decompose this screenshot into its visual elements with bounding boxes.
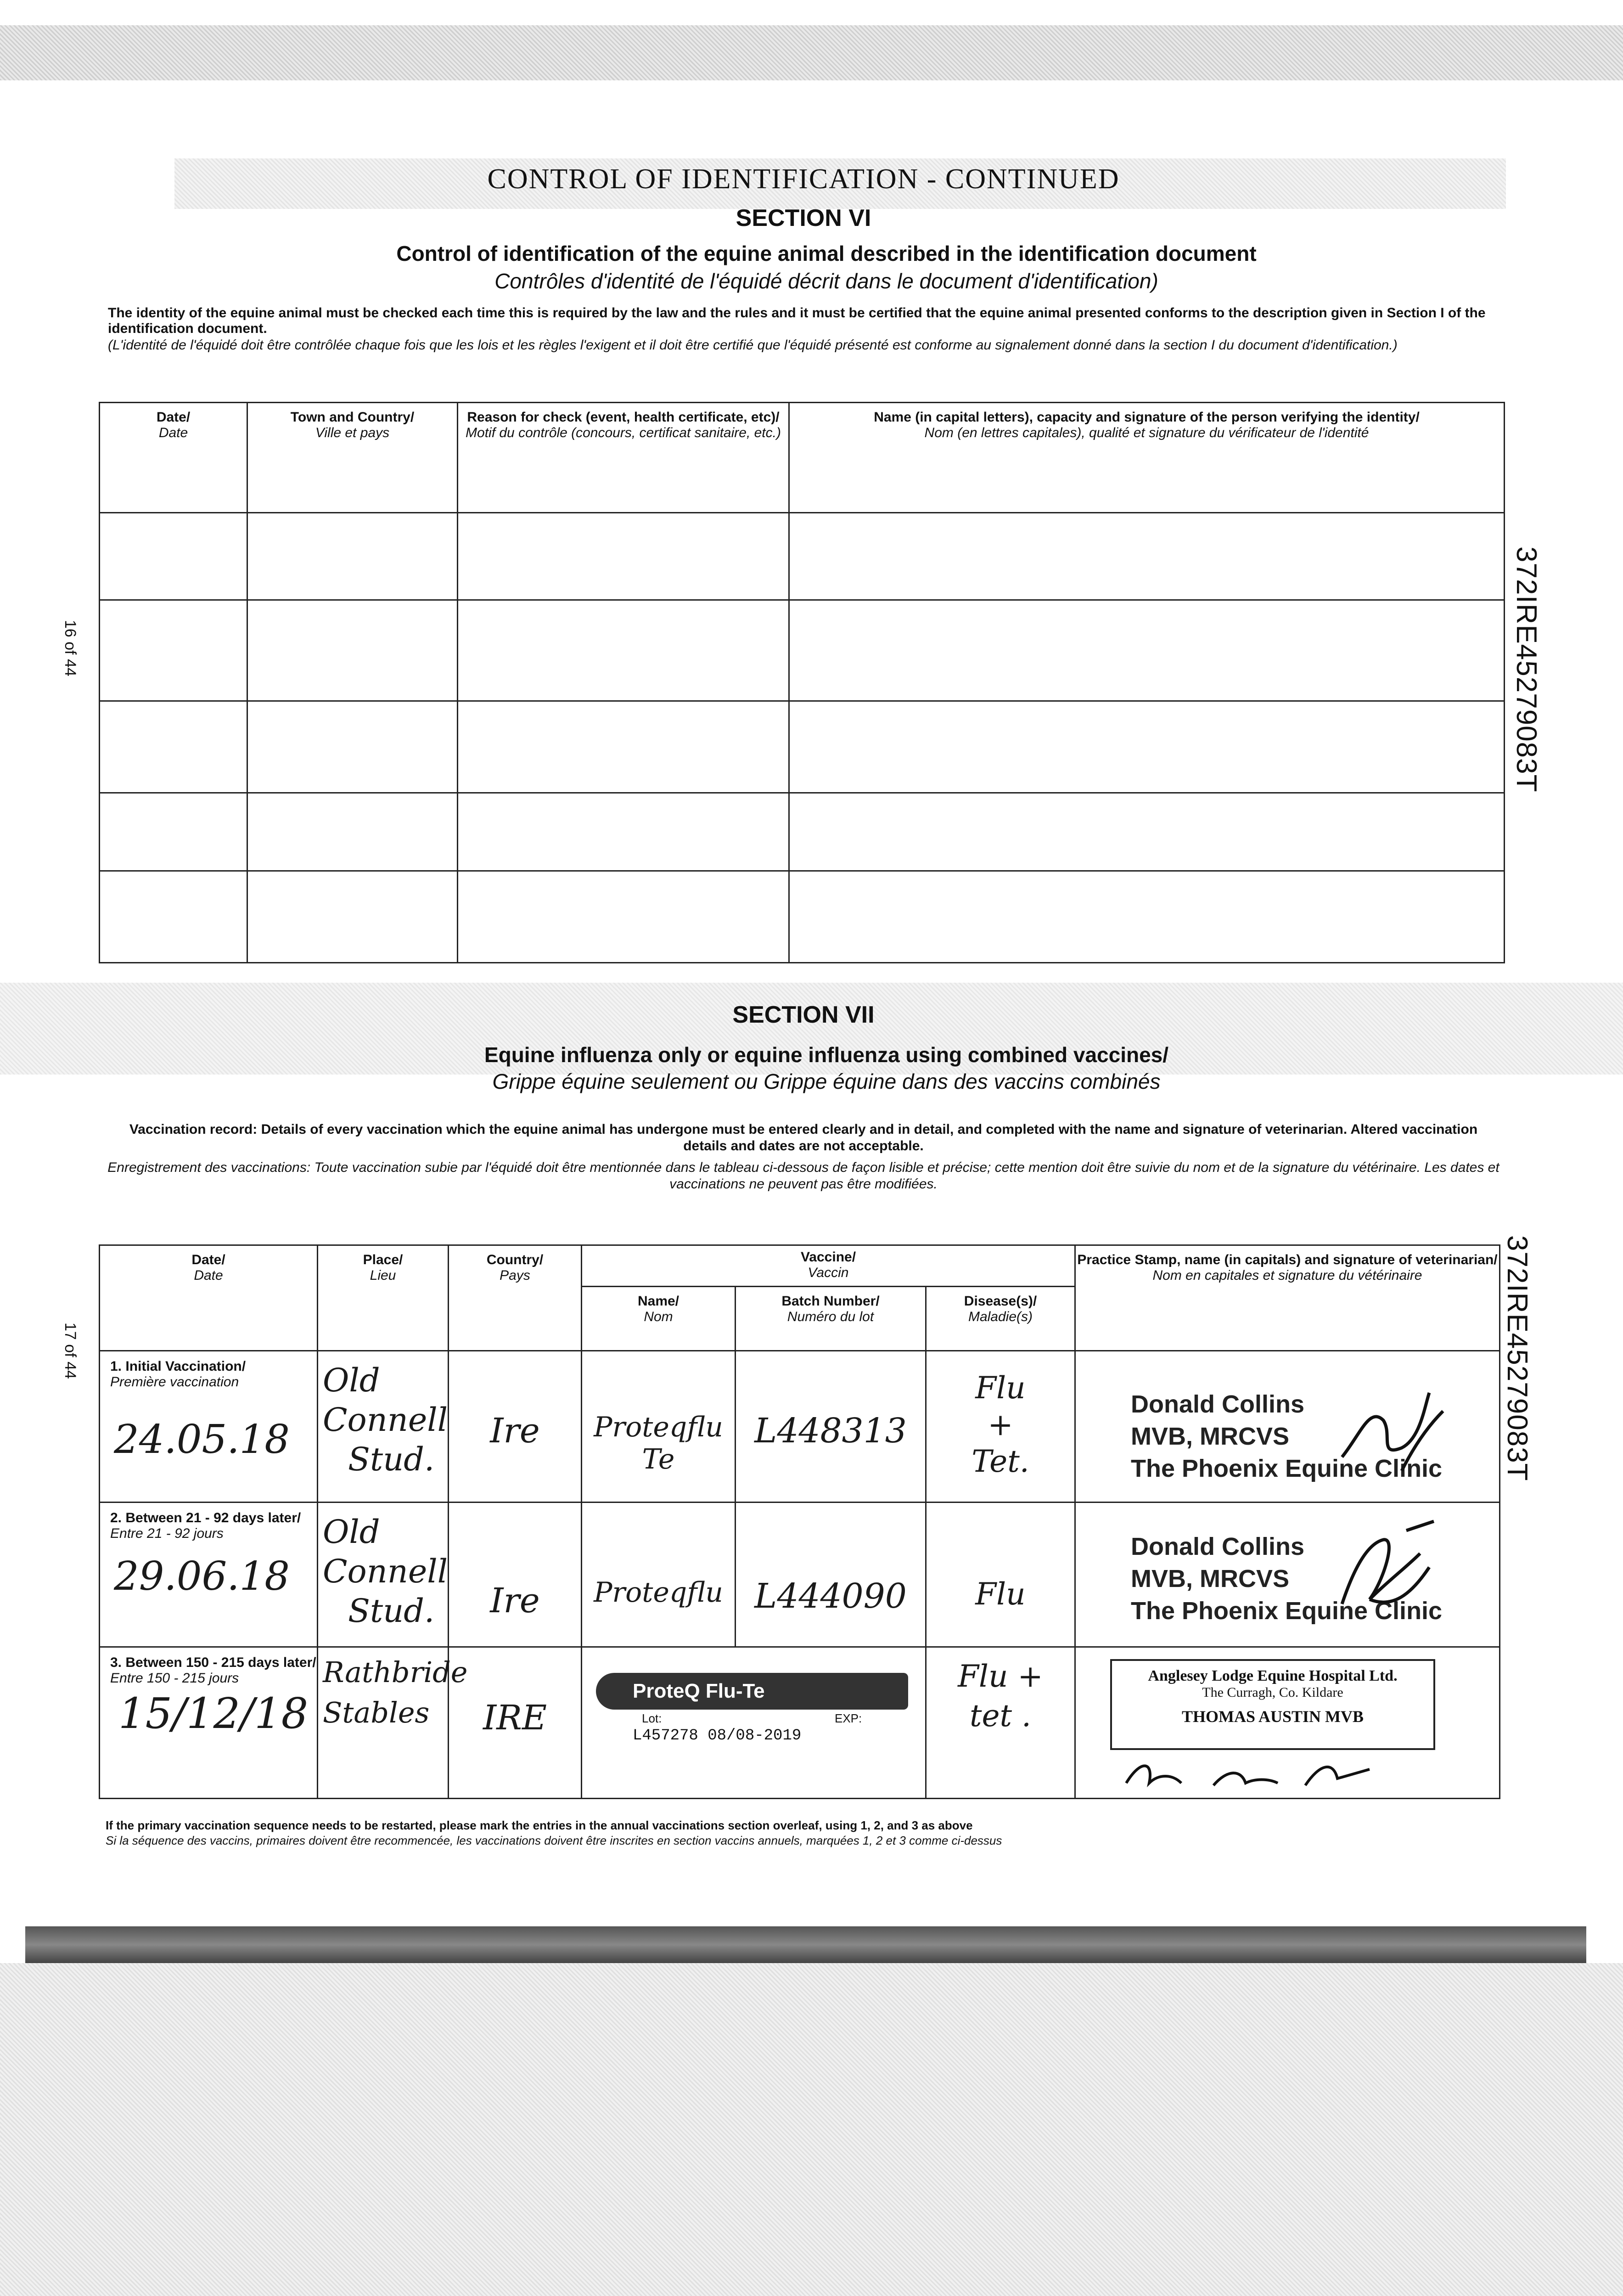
- check-row-cell[interactable]: [247, 701, 458, 793]
- row1-place-cell[interactable]: Old Connell Stud.: [318, 1351, 449, 1503]
- check-row-cell[interactable]: [247, 513, 458, 600]
- check-row-cell[interactable]: [789, 871, 1505, 963]
- section7-title: SECTION VII: [732, 1002, 875, 1028]
- identity-check-table: [99, 402, 1505, 963]
- footnote-en: If the primary vaccination sequence needs to be restarted, please mark the entries in the annual vaccinations section overleaf, using 1, 2, and 3 as above: [106, 1818, 973, 1832]
- section6-intro-fr: (L'identité de l'équidé doit être contrôlée chaque fois que les lois et les règles l'exigent et il doit être certifié que l'équidé présenté est conforme au signalement donné dans la section I du document d'identification.): [108, 338, 1398, 353]
- vaccination-row: [100, 1503, 1500, 1647]
- row2-date: 29.06.18: [114, 1553, 290, 1599]
- row1-batch-cell[interactable]: L448313: [736, 1351, 926, 1503]
- row2-place-cell[interactable]: Old Connell Stud.: [318, 1503, 449, 1647]
- vet-stamp-3: Anglesey Lodge Equine Hospital Ltd. The Curragh, Co. Kildare THOMAS AUSTIN MVB: [1110, 1659, 1435, 1750]
- section7-subtitle-en: Equine influenza only or equine influenza using combined vaccines/: [484, 1043, 1169, 1067]
- row3-vaccine-sticker-cell[interactable]: [582, 1647, 926, 1799]
- row3-date-cell[interactable]: 3. Between 150 - 215 days later/ Entre 150 - 215 jours 15/12/18: [100, 1647, 318, 1799]
- vaccination-row: [100, 1351, 1500, 1503]
- vaccination-record-en: Vaccination record: Details of every vaccination which the equine animal has undergone must be entered clearly and in detail, and completed with the name and signature of veterinarian. Altered vaccination details and dates are not acceptable.: [129, 1122, 1478, 1154]
- col-header-reason: Reason for check (event, health certificate, etc)/ Motif du contrôle (concours, certificat sanitaire, etc.): [458, 403, 789, 513]
- check-row-cell[interactable]: [100, 793, 247, 871]
- check-row-cell[interactable]: [458, 793, 789, 871]
- row3-country-cell[interactable]: IRE: [449, 1647, 582, 1799]
- row3-stamp-cell[interactable]: [1075, 1647, 1500, 1799]
- row1-date: 24.05.18: [114, 1417, 290, 1463]
- row1-date-cell[interactable]: 1. Initial Vaccination/ Première vaccination 24.05.18: [100, 1351, 318, 1503]
- footnote-fr: Si la séquence des vaccins, primaires doivent être recommencée, les vaccinations doivent être inscrites en section vaccins annuels, marquées 1, 2 et 3 comme ci-dessus: [106, 1834, 1002, 1847]
- vaccination-table: [99, 1244, 1500, 1799]
- check-row-cell[interactable]: [100, 513, 247, 600]
- sticker-brand-bar: ProteQ Flu-Te: [596, 1673, 908, 1710]
- section6-intro-en: The identity of the equine animal must be checked each time this is required by the law and the rules and it must be certified that the equine animal presented conforms to the description given in Section I of the identification document.: [108, 305, 1486, 336]
- section6-banner: CONTROL OF IDENTIFICATION - CONTINUED: [487, 163, 1120, 195]
- scan-band-top: [0, 25, 1623, 80]
- sticker-exp-label: EXP:: [835, 1711, 862, 1725]
- row1-vaccine-cell[interactable]: Proteqflu Te: [582, 1351, 736, 1503]
- check-row-cell[interactable]: [247, 793, 458, 871]
- col-header-town: Town and Country/ Ville et pays: [247, 403, 458, 513]
- row3-disease-cell[interactable]: Flu + tet .: [926, 1647, 1075, 1799]
- check-row-cell[interactable]: [789, 513, 1505, 600]
- signature-2: [1314, 1512, 1452, 1627]
- check-row-cell[interactable]: [789, 793, 1505, 871]
- sticker-lot-label: Lot:: [642, 1711, 662, 1725]
- scan-bar-bottom: [25, 1926, 1586, 1963]
- vhdr-batch: Batch Number/ Numéro du lot: [736, 1287, 926, 1351]
- vaccination-record-fr: Enregistrement des vaccinations: Toute vaccination subie par l'équidé doit être mentionnée dans le tableau ci-dessous de façon lisible et précise; cette mention doit être suivie du nom et de la signature du vétérinaire. Les dates et vaccinations ne peuvent pas être modifiées.: [107, 1160, 1499, 1192]
- vet-stamp-2: Donald Collins MVB, MRCVS The Phoenix Equine Clinic: [1131, 1533, 1443, 1625]
- row2-stamp-cell[interactable]: [1075, 1503, 1500, 1647]
- row2-vaccine-cell[interactable]: Proteqflu: [582, 1503, 736, 1647]
- row2-batch-cell[interactable]: L444090: [736, 1503, 926, 1647]
- check-row-cell[interactable]: [247, 871, 458, 963]
- scan-band-bottom: [0, 1963, 1623, 2296]
- check-row-cell[interactable]: [247, 600, 458, 701]
- vhdr-disease: Disease(s)/ Maladie(s): [926, 1287, 1075, 1351]
- row3-place-cell[interactable]: Rathbride Stables: [318, 1647, 449, 1799]
- section6-subtitle-en: Control of identification of the equine animal described in the identification document: [396, 242, 1257, 265]
- col-header-verifier: Name (in capital letters), capacity and signature of the person verifying the identity/ Nom (en lettres capitales), qualité et signature du vérificateur de l'identité: [789, 403, 1505, 513]
- vet-stamp-1: Donald Collins MVB, MRCVS The Phoenix Equine Clinic: [1131, 1390, 1443, 1482]
- vhdr-stamp: Practice Stamp, name (in capitals) and signature of veterinarian/ Nom en capitales et signature du vétérinaire: [1075, 1245, 1500, 1351]
- vhdr-date: Date/ Date: [100, 1245, 318, 1351]
- check-row-cell[interactable]: [458, 701, 789, 793]
- check-row-cell[interactable]: [100, 701, 247, 793]
- row1-country-cell[interactable]: Ire: [449, 1351, 582, 1503]
- vaccination-row: [100, 1647, 1500, 1799]
- row1-stamp-cell[interactable]: [1075, 1351, 1500, 1503]
- document-id-vertical-2: 372IRE45279083T: [1501, 1235, 1533, 1481]
- row1-disease-cell[interactable]: Flu + Tet.: [926, 1351, 1075, 1503]
- check-row-cell[interactable]: [100, 600, 247, 701]
- col-header-date: Date/ Date: [100, 403, 247, 513]
- check-row-cell[interactable]: [458, 600, 789, 701]
- signature-3: [1122, 1751, 1379, 1797]
- vaccine-label-sticker: [596, 1673, 908, 1753]
- row2-disease-cell[interactable]: Flu: [926, 1503, 1075, 1647]
- vhdr-vaccine: Vaccine/ Vaccin: [582, 1245, 1075, 1287]
- check-row-cell[interactable]: [458, 871, 789, 963]
- check-row-cell[interactable]: [789, 701, 1505, 793]
- section6-title: SECTION VI: [736, 205, 871, 231]
- sticker-lot-number: L457278 08/08-2019: [633, 1727, 802, 1745]
- document-id-vertical-1: 372IRE45279083T: [1511, 546, 1542, 793]
- check-row-cell[interactable]: [100, 871, 247, 963]
- page-number-17: 17 of 44: [62, 1322, 79, 1379]
- section7-subtitle-fr: Grippe équine seulement ou Grippe équine dans des vaccins combinés: [492, 1069, 1161, 1093]
- signature-1: [1333, 1379, 1452, 1480]
- vhdr-country: Country/ Pays: [449, 1245, 582, 1351]
- check-row-cell[interactable]: [458, 513, 789, 600]
- vhdr-place: Place/ Lieu: [318, 1245, 449, 1351]
- check-row-cell[interactable]: [789, 600, 1505, 701]
- row2-date-cell[interactable]: 2. Between 21 - 92 days later/ Entre 21 - 92 jours 29.06.18: [100, 1503, 318, 1647]
- page-number-16: 16 of 44: [62, 620, 79, 676]
- vhdr-name: Name/ Nom: [582, 1287, 736, 1351]
- section6-subtitle-fr: Contrôles d'identité de l'équidé décrit dans le document d'identification): [494, 269, 1158, 293]
- row2-country-cell[interactable]: Ire: [449, 1503, 582, 1647]
- row3-date: 15/12/18: [118, 1689, 309, 1738]
